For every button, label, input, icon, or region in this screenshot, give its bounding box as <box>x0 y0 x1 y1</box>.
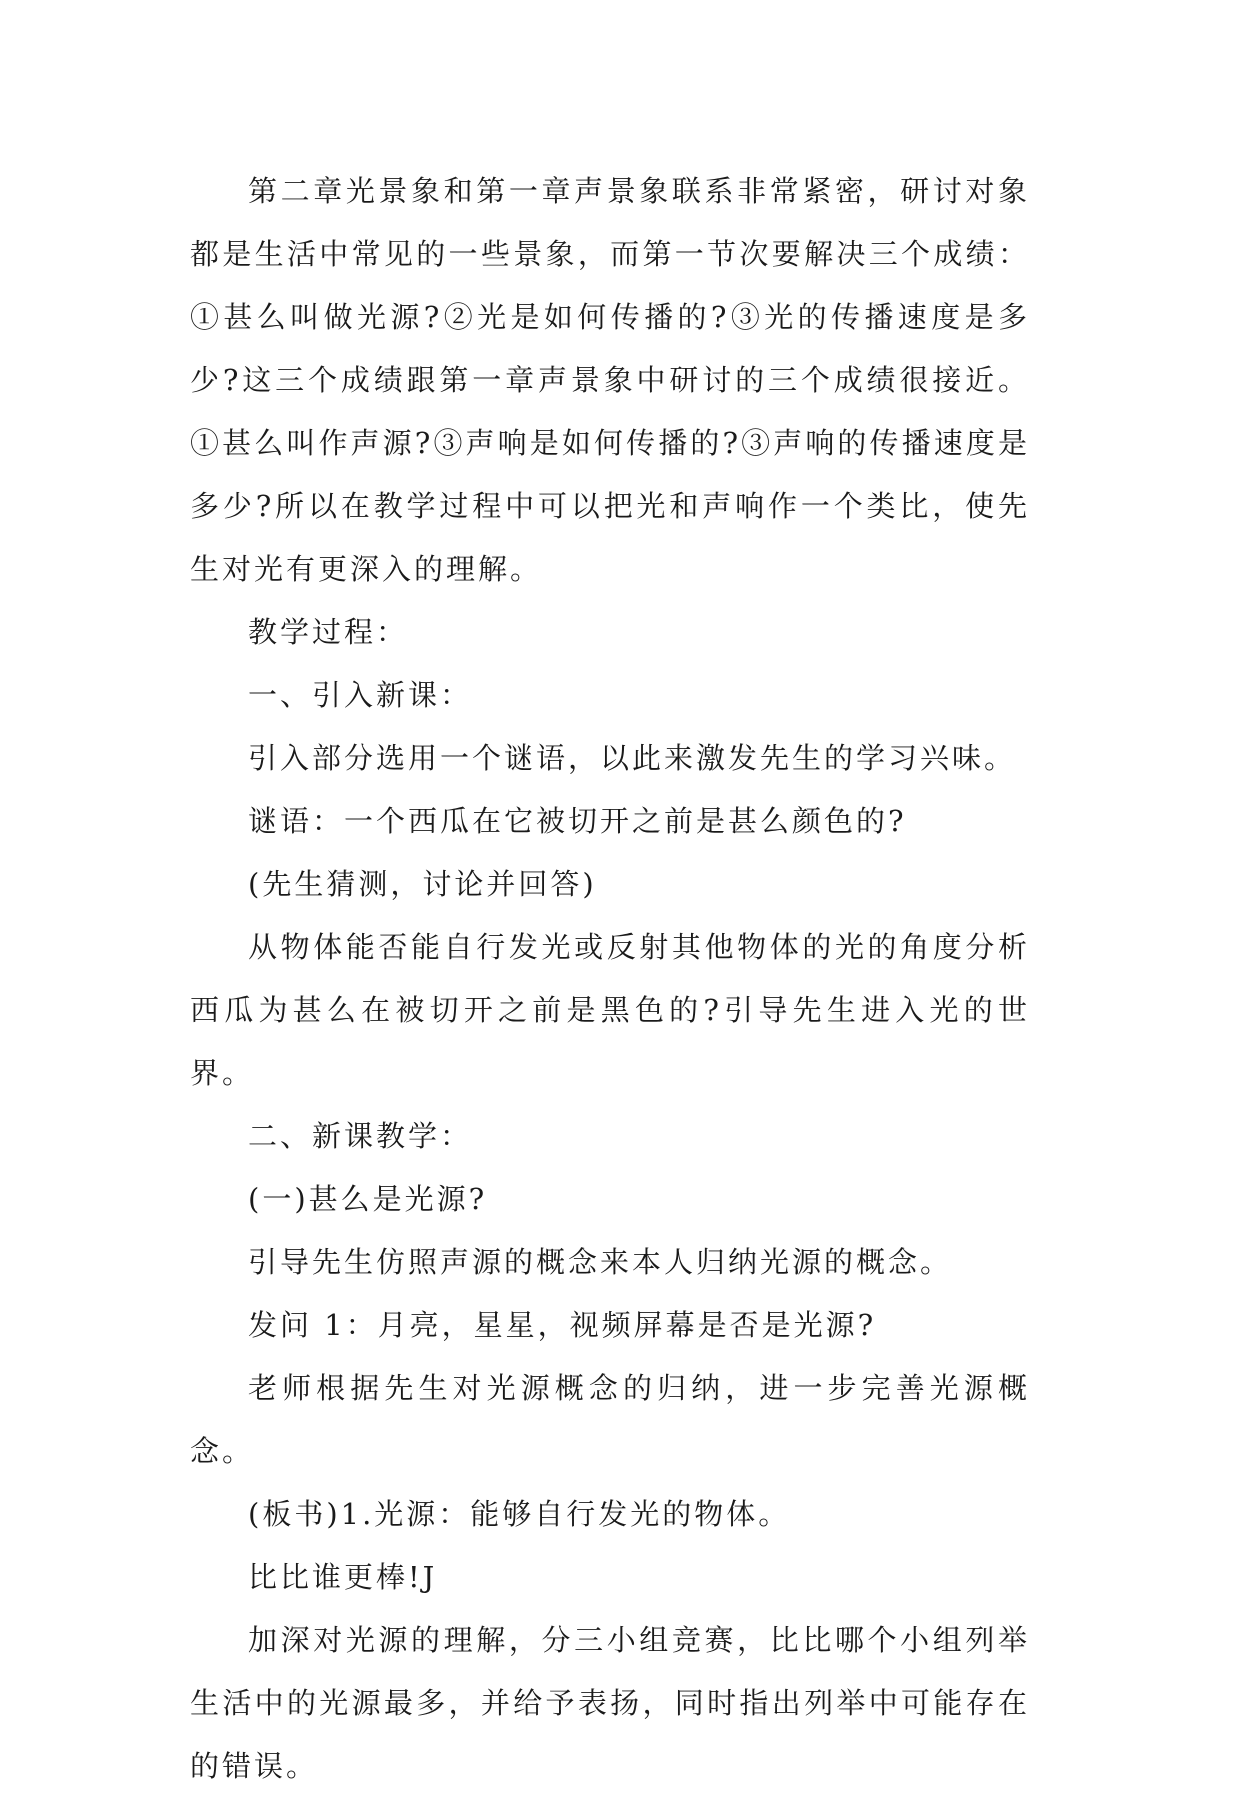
paragraph-contest-title: 比比谁更棒!J <box>248 1560 438 1594</box>
heading-subsection-1: (一)甚么是光源? <box>248 1182 488 1216</box>
paragraph-analysis: 从物体能否能自行发光或反射其他物体的光的角度分析西瓜为甚么在被切开之前是黑色的?引导先生进入光的世界。 <box>190 930 1030 1090</box>
heading-teaching-process: 教学过程： <box>248 615 409 649</box>
heading-section-2: 二、新课教学： <box>248 1119 473 1153</box>
heading-section-1: 一、引入新课： <box>248 678 473 712</box>
paragraph-question-1: 发问 1：月亮，星星，视频屏幕是否是光源? <box>248 1308 877 1342</box>
paragraph-guide: 引导先生仿照声源的概念来本人归纳光源的概念。 <box>248 1245 953 1279</box>
paragraph-student-guess: (先生猜测，讨论并回答) <box>248 867 597 901</box>
paragraph-board-note: (板书)1.光源：能够自行发光的物体。 <box>248 1497 791 1531</box>
document-body <box>190 160 1030 1798</box>
paragraph-teacher: 老师根据先生对光源概念的归纳，进一步完善光源概念。 <box>190 1371 1030 1468</box>
paragraph-intro: 第二章光景象和第一章声景象联系非常紧密，研讨对象都是生活中常见的一些景象，而第一节次要解决三个成绩：①甚么叫做光源?②光是如何传播的?③光的传播速度是多少?这三个成绩跟第一章声景象中研讨的三个成绩很接近。①甚么叫作声源?③声响是如何传播的?③声响的传播速度是多少?所以在教学过程中可以把光和声响作一个类比，使先生对光有更深入的理解。 <box>190 174 1030 586</box>
paragraph-contest: 加深对光源的理解，分三小组竞赛，比比哪个小组列举生活中的光源最多，并给予表扬，同时指出列举中可能存在的错误。 <box>190 1623 1030 1783</box>
paragraph-riddle-intro: 引入部分选用一个谜语，以此来激发先生的学习兴味。 <box>248 741 1017 775</box>
paragraph-riddle: 谜语：一个西瓜在它被切开之前是甚么颜色的? <box>248 804 907 838</box>
